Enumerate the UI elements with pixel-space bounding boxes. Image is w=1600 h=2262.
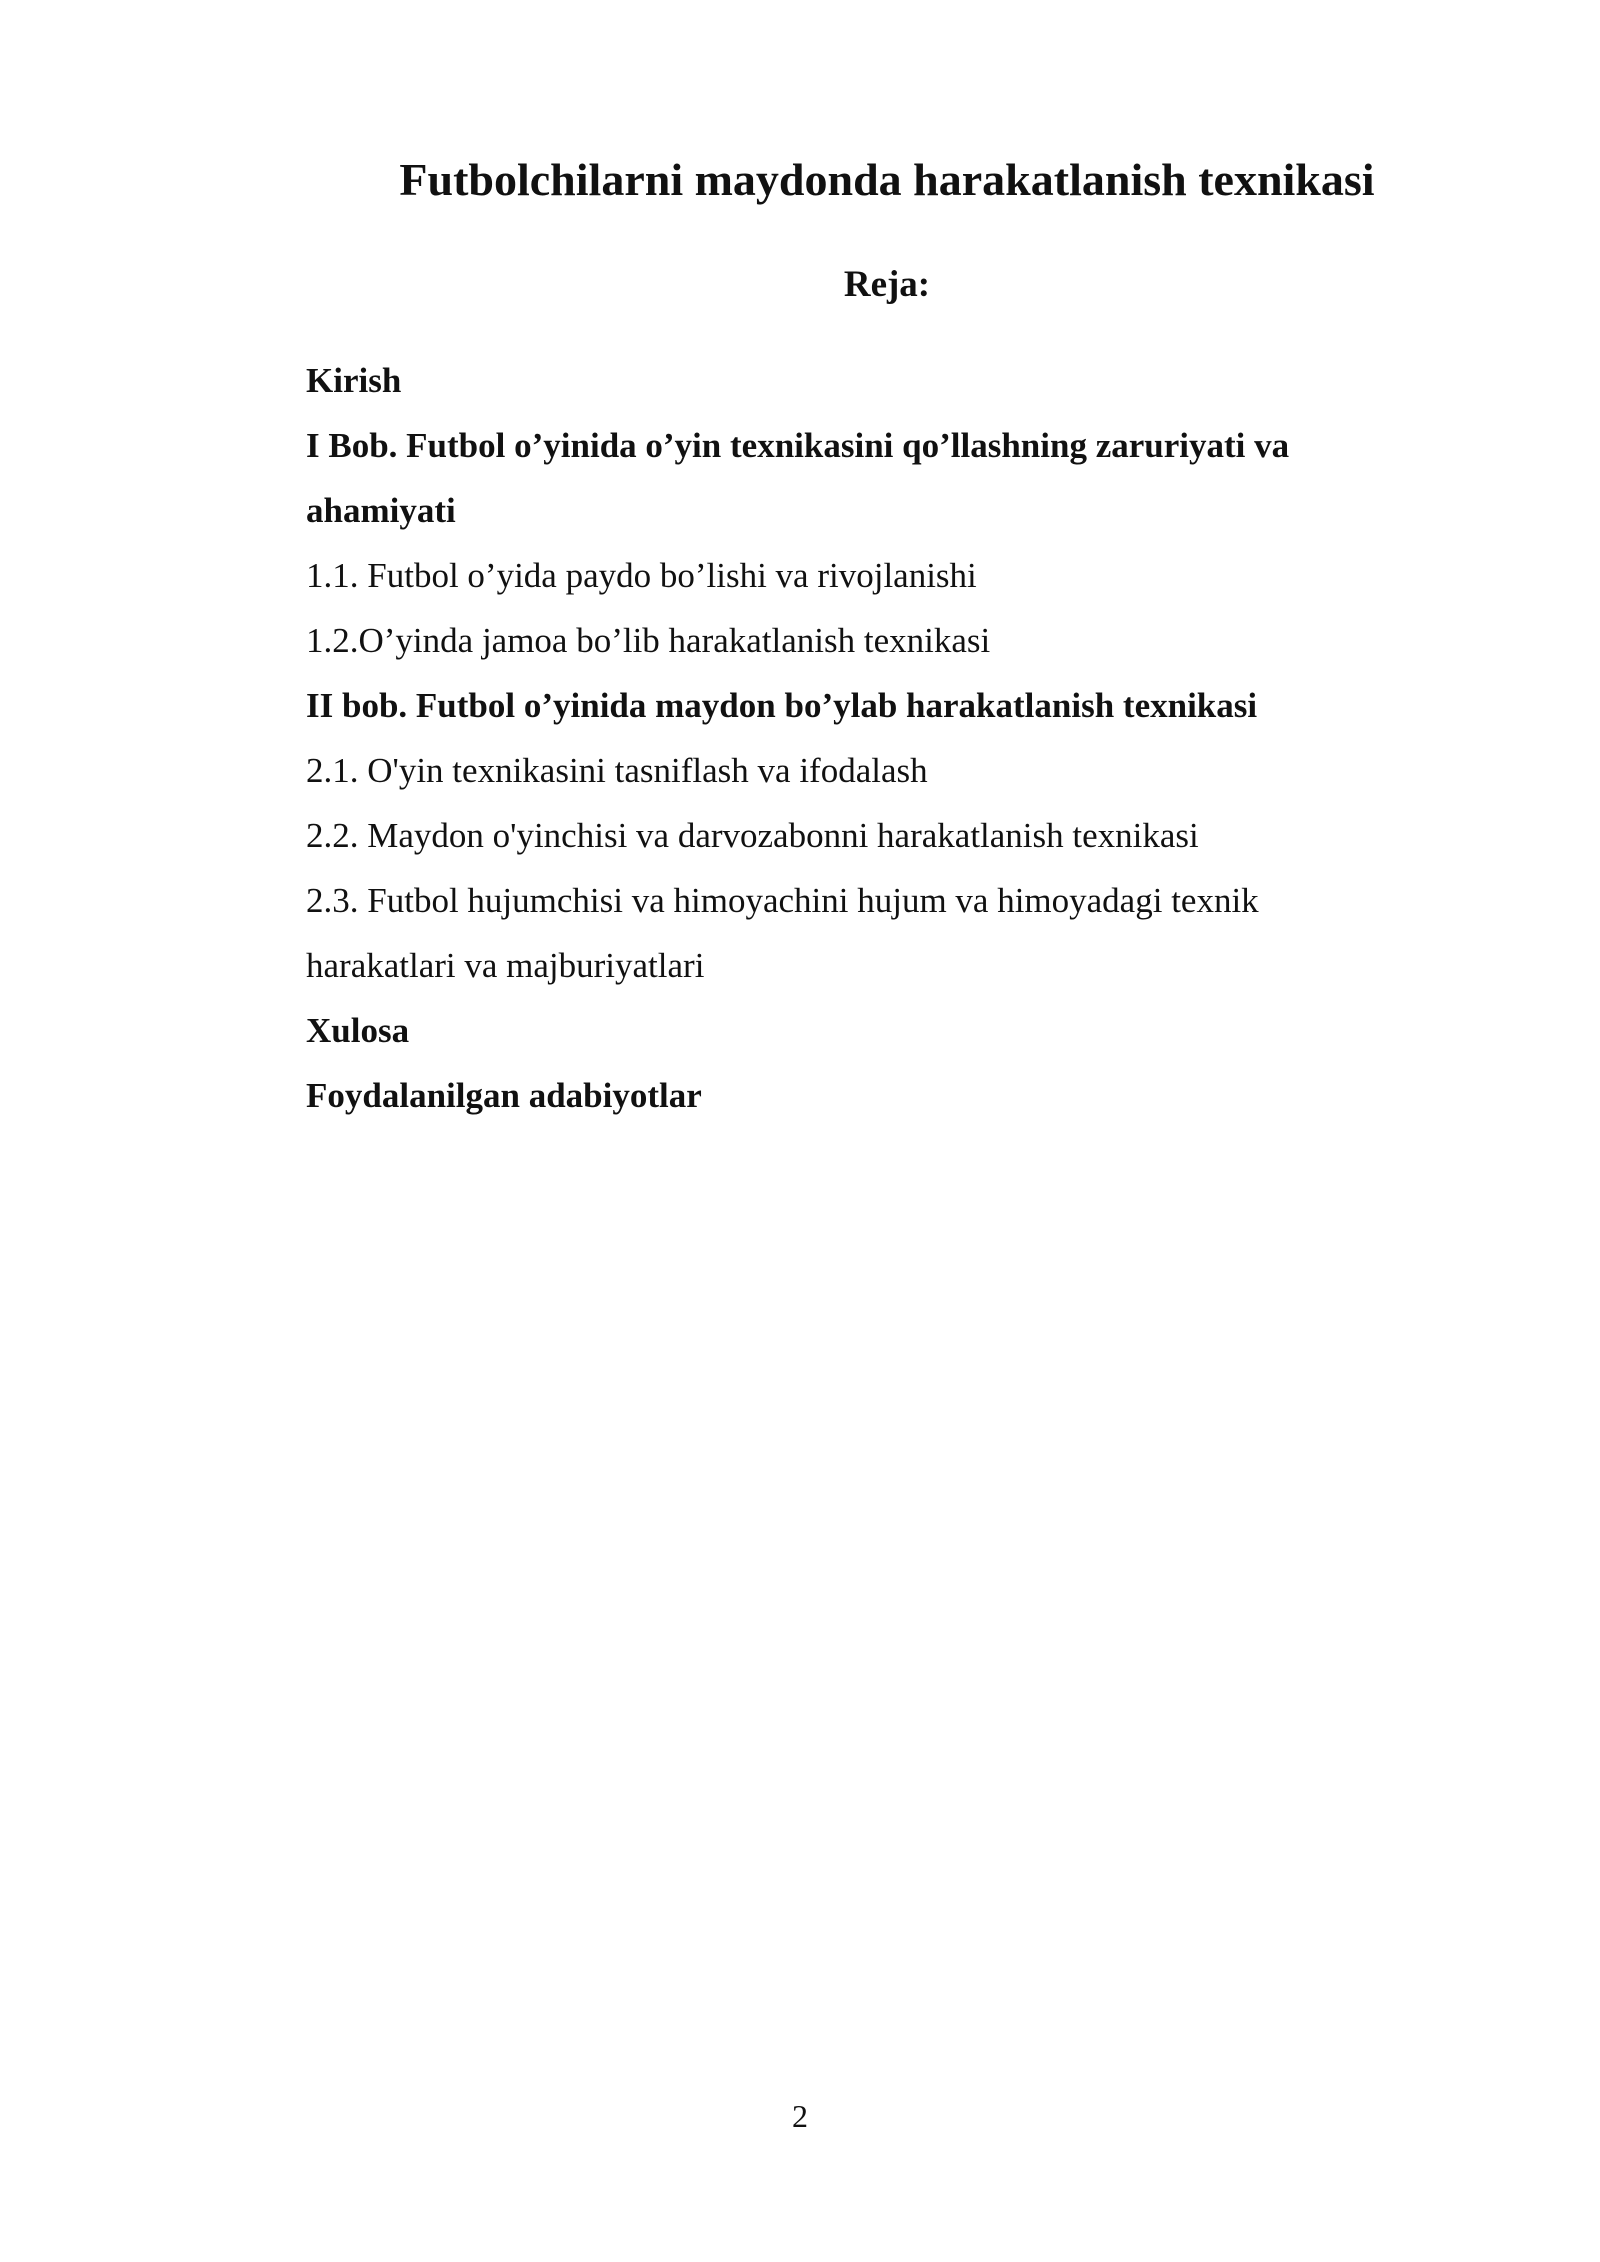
toc-item-references: Foydalanilgan adabiyotlar [306, 1076, 702, 1115]
toc-item-1-1: 1.1. Futbol o’yida paydo bo’lishi va rivojlanishi [306, 556, 977, 595]
toc-item-2-1: 2.1. O'yin texnikasini tasniflash va ifodalash [306, 751, 928, 790]
page-title: Futbolchilarni maydonda harakatlanish texnikasi [399, 154, 1375, 205]
toc-item-2-2: 2.2. Maydon o'yinchisi va darvozabonni harakatlanish texnikasi [306, 816, 1199, 855]
plan-heading: Reja: [843, 264, 931, 305]
toc-item-conclusion: Xulosa [306, 1011, 410, 1050]
toc-item-1-2: 1.2.O’yinda jamoa bo’lib harakatlanish texnikasi [306, 621, 991, 660]
toc-item-chapter-1-cont: ahamiyati [306, 491, 456, 530]
toc-item-2-3-cont: harakatlari va majburiyatlari [306, 946, 705, 985]
toc-item-chapter-1: I Bob. Futbol o’yinida o’yin texnikasini qo’llashning zaruriyati va [306, 426, 1290, 465]
toc-item-chapter-2: II bob. Futbol o’yinida maydon bo’ylab harakatlanish texnikasi [306, 686, 1258, 725]
toc-item-intro: Kirish [306, 361, 402, 400]
toc-item-2-3: 2.3. Futbol hujumchisi va himoyachini hujum va himoyadagi texnik [306, 881, 1259, 920]
page-number: 2 [792, 2098, 808, 2134]
table-of-contents [306, 348, 1406, 1128]
